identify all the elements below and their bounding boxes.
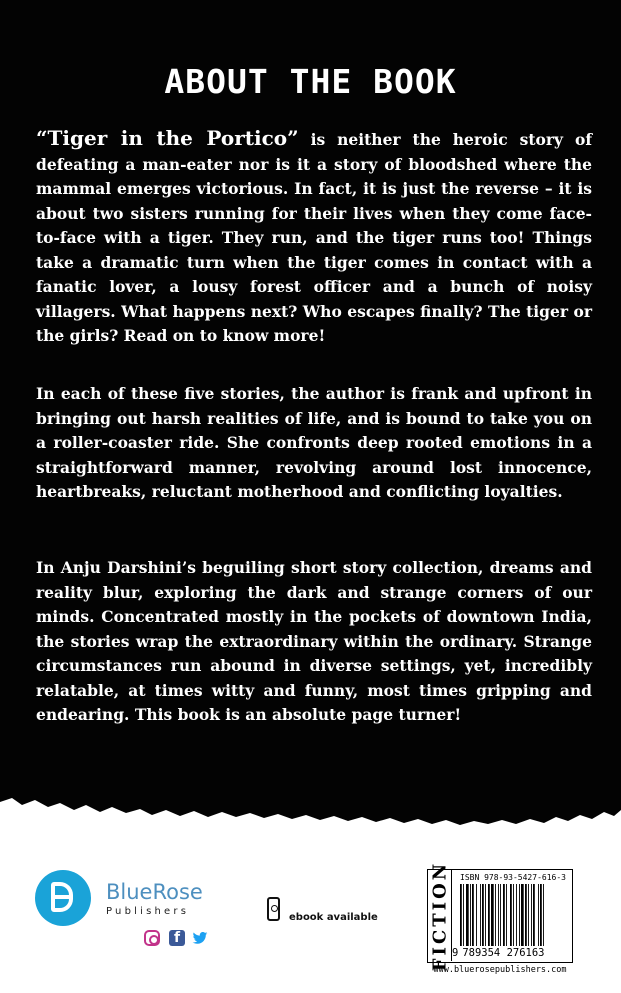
publisher-website: www.bluerosepublishers.com xyxy=(433,965,567,975)
bluerose-logo-icon xyxy=(35,870,91,926)
book-title-quote: “Tiger in the Portico” xyxy=(36,126,299,150)
section-heading: ABOUT THE BOOK xyxy=(164,62,457,101)
synopsis-paragraph-2: In each of these five stories, the author is frank and upfront in bringing out harsh realities of life, and is bound to take you on a roller-coaster ride. She confronts deep rooted emotions in a straightforward manner, revolving around lost innocence, heartbreaks, reluctant motherhood and conflicting loyalties. xyxy=(36,384,592,501)
isbn-number: ISBN 978-93-5427-616-3 xyxy=(460,873,566,882)
synopsis-paragraph-1-text: is neither the heroic story of defeating a man-eater nor is it a story of bloodshed where the mammal emerges victorious. In fact, it is just the reverse – it is about two sisters running for their lives when they come face-to-face with a tiger. They run, and the tiger runs too! Things take a dramatic turn when the tiger comes in contact with a fanatic lover, a lousy forest officer and a bunch of noisy villagers. What happens next? Who escapes finally? The tiger or the girls? Read on to know more! xyxy=(36,130,592,345)
torn-paper-edge xyxy=(0,760,621,840)
facebook-icon[interactable]: f xyxy=(169,930,185,946)
ebook-phone-icon xyxy=(267,897,280,921)
ean-main-digits: 789354 276163 xyxy=(462,947,545,959)
barcode-bars xyxy=(460,884,568,946)
ean-digits xyxy=(452,947,572,959)
twitter-icon[interactable] xyxy=(192,930,208,946)
genre-strip xyxy=(428,860,452,972)
ebook-available-label: ebook available xyxy=(289,912,378,923)
ean-lead-digit: 9 xyxy=(452,947,459,959)
synopsis-paragraph-3: In Anju Darshini’s beguiling short story collection, dreams and reality blur, exploring the dark and strange corners of our minds. Concentrated mostly in the pockets of downtown India, the stories wrap the extraordinary within the ordinary. Strange circumstances run abound in diverse settings, yet, incredibly relatable, at times witty and funny, most times gripping and endearing. This book is an absolute page turner! xyxy=(36,558,592,724)
genre-label: FICTION xyxy=(429,860,451,972)
publisher-subtitle: Publishers xyxy=(106,906,190,917)
instagram-icon[interactable] xyxy=(144,930,160,946)
publisher-name: BlueRose xyxy=(106,880,203,904)
synopsis-paragraph-1 xyxy=(36,126,592,349)
